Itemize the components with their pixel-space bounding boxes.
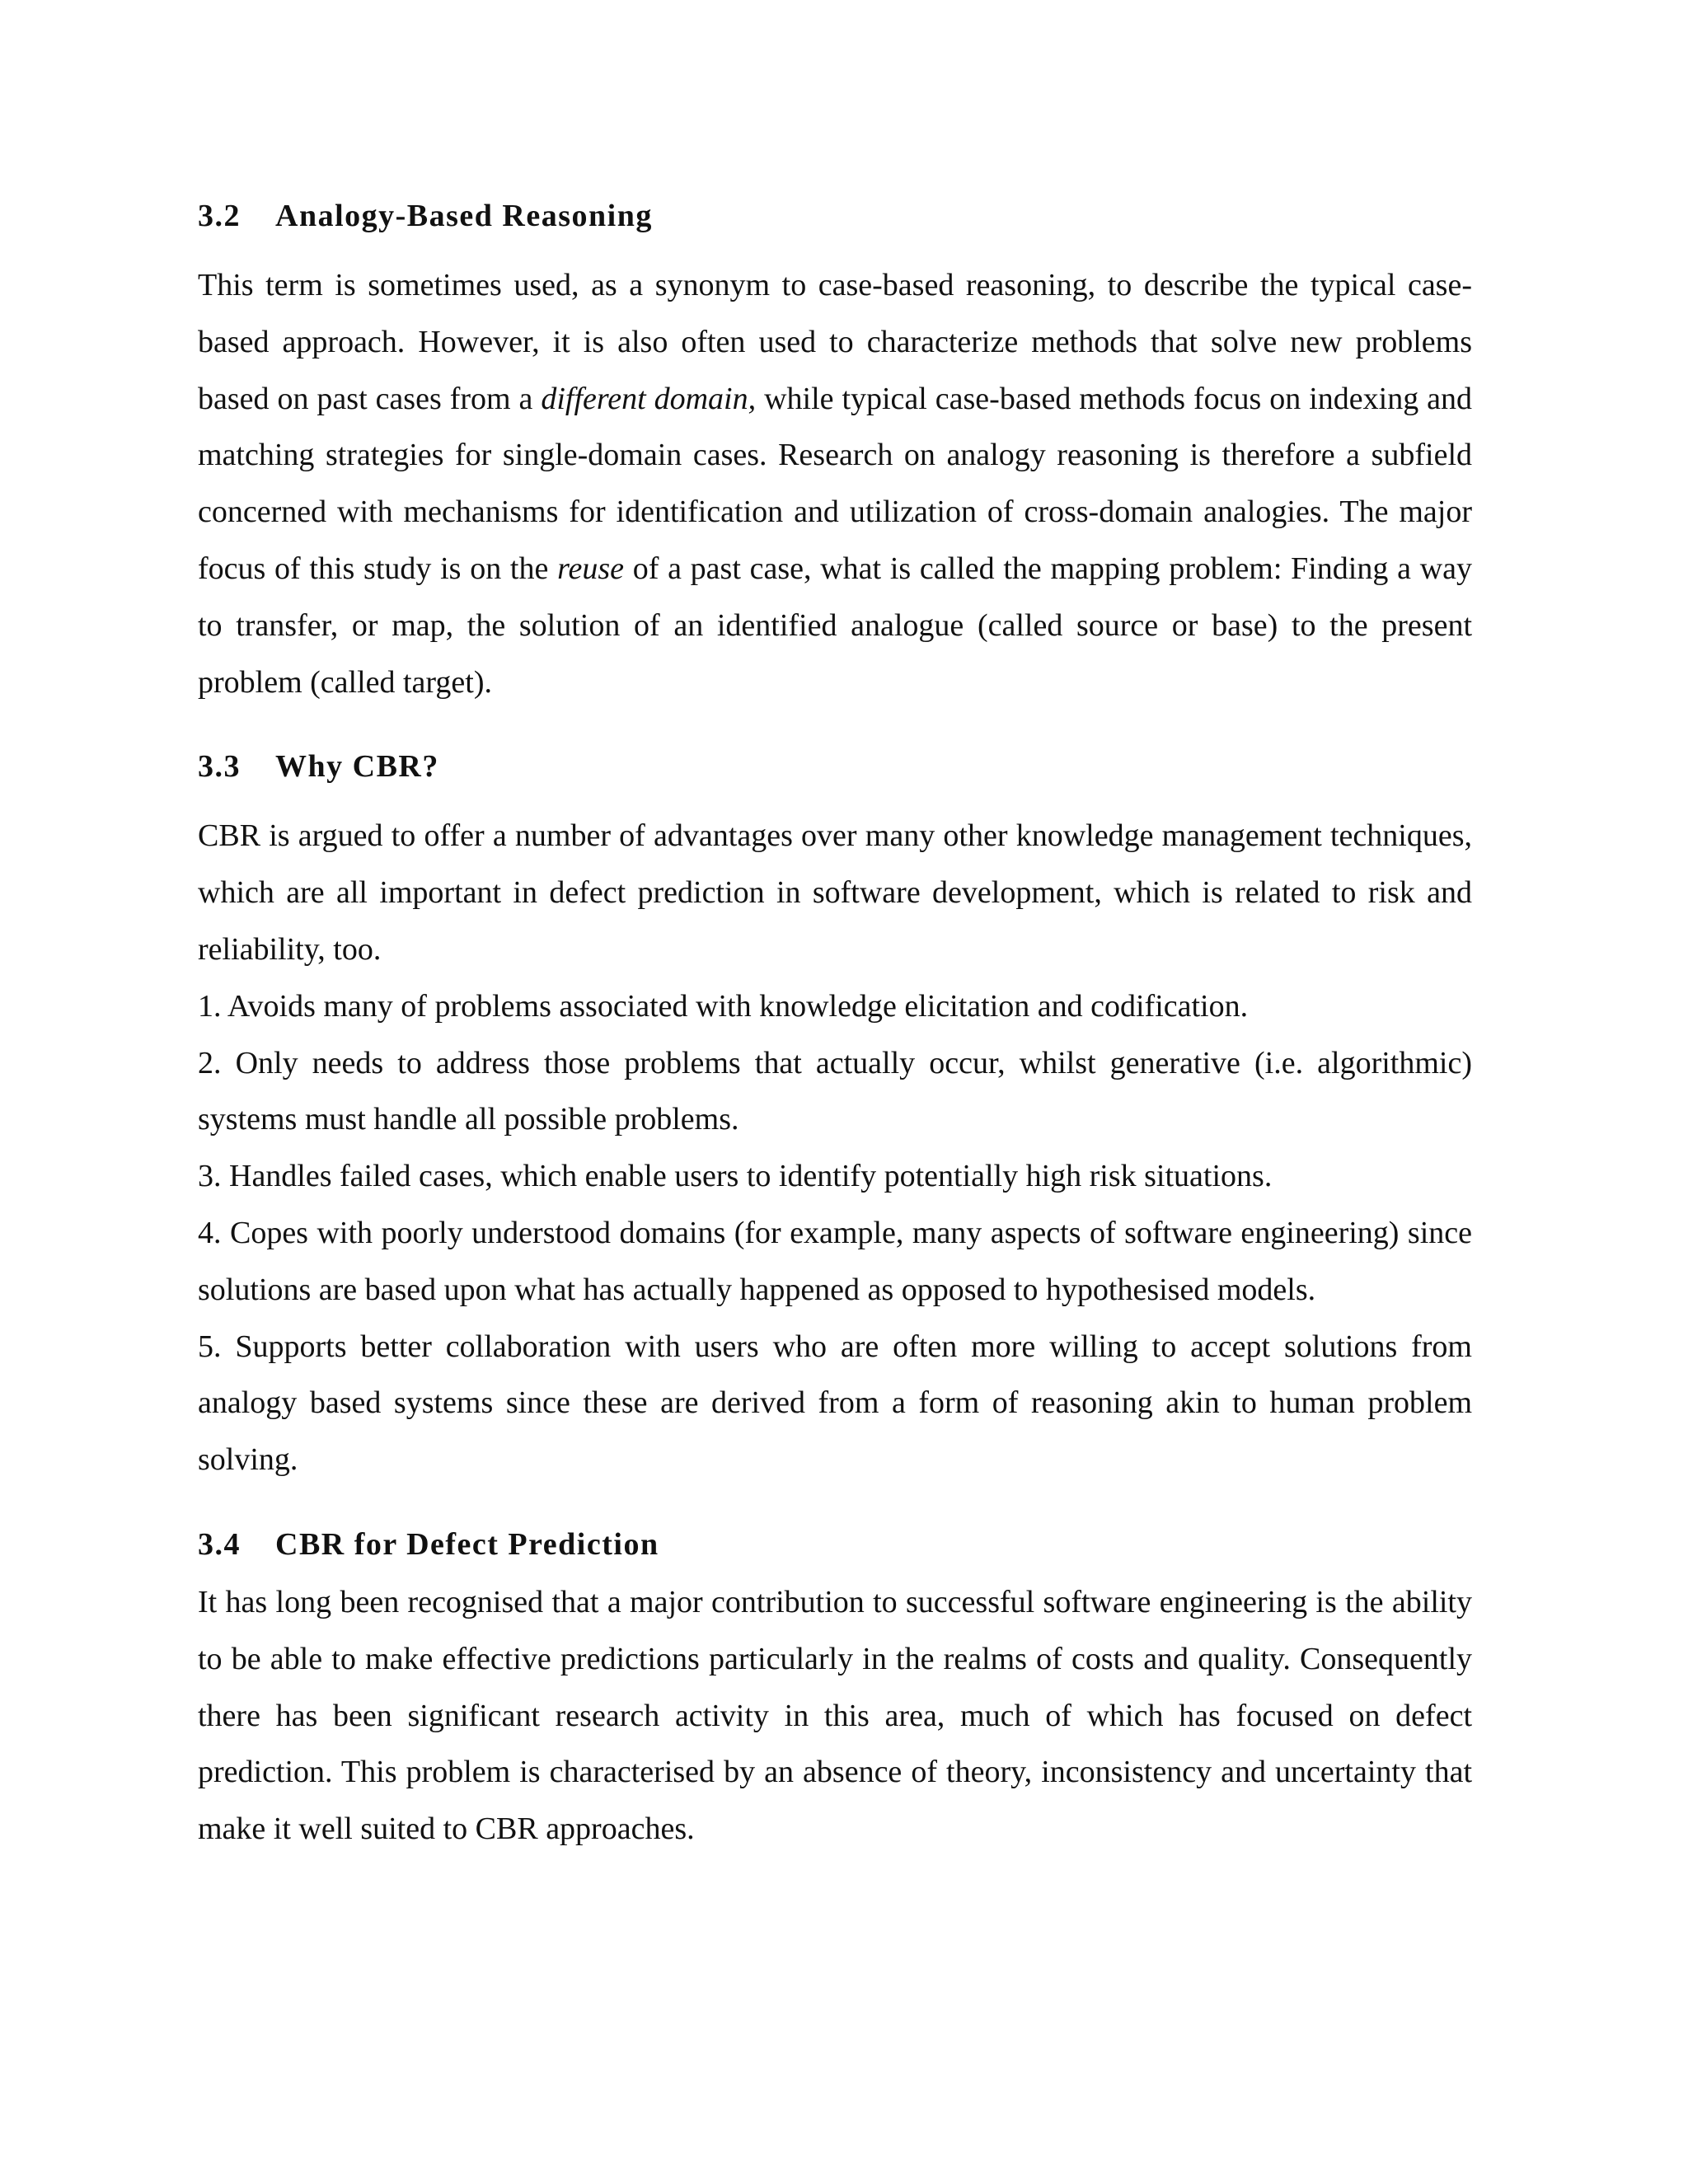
section-number: 3.4 (198, 1526, 241, 1562)
emphasis-text: different domain, (541, 381, 757, 416)
section-heading-3-3 (198, 740, 1472, 793)
section-3-4-paragraph: It has long been recognised that a major contribution to successful software engineering is the ability to be able to make effective predictions particularly in the realms of costs and quality. Consequently there has been significant research activity in this area, much of which has focused on defect prediction. This problem is characterised by an absence of theory, inconsistency and uncertainty that make it well suited to CBR approaches. (198, 1584, 1472, 1847)
list-item: 5. Supports better collaboration with users who are often more willing to accept solutions from analogy based systems since these are derived from a form of reasoning akin to human problem solving. (198, 1329, 1472, 1478)
list-item: 1. Avoids many of problems associated with knowledge elicitation and codification. (198, 988, 1249, 1024)
section-title: Why CBR? (275, 749, 439, 785)
section-number: 3.2 (198, 199, 241, 233)
list-item: 2. Only needs to address those problems that actually occur, whilst generative (i.e. algorithmic) systems must handle all possible problems. (198, 1045, 1472, 1137)
paragraph-text: This term is sometimes used, as a synonym to case-based reasoning, to describe the typical case-based approach. However, it is also often used to characterize methods that solve new problems based on past cases from a (198, 268, 1472, 416)
list-item: 3. Handles failed cases, which enable users to identify potentially high risk situations. (198, 1159, 1273, 1194)
list-item: 4. Copes with poorly understood domains (for example, many aspects of software engineering) since solutions are based upon what has actually happened as opposed to hypothesised models. (198, 1215, 1472, 1307)
document-page (198, 190, 1472, 1858)
section-title: CBR for Defect Prediction (275, 1526, 659, 1562)
emphasis-text: reuse (557, 551, 624, 586)
section-number: 3.3 (198, 749, 241, 785)
section-heading-3-2 (198, 190, 1472, 242)
section-3-2-paragraph (198, 257, 1472, 710)
paragraph-text: while typical case-based methods focus on indexing and matching strategies for single-domain cases. Research on analogy reasoning is therefore a subfield concerned with mechanisms for identification and utilization of cross-domain analogies. The major focus of this study is on the (198, 381, 1473, 586)
section-title: Analogy-Based Reasoning (275, 199, 653, 233)
paragraph-text: of a past case, what is called the mapping problem: Finding a way to transfer, or map, the solution of an identified analogue (called source or base) to the present problem (called target). (198, 551, 1472, 700)
section-heading-3-4 (198, 1518, 1472, 1571)
section-3-3-intro: CBR is argued to offer a number of advantages over many other knowledge management techniques, which are all important in defect prediction in software development, which is related to risk and reliability, too. (198, 818, 1472, 967)
